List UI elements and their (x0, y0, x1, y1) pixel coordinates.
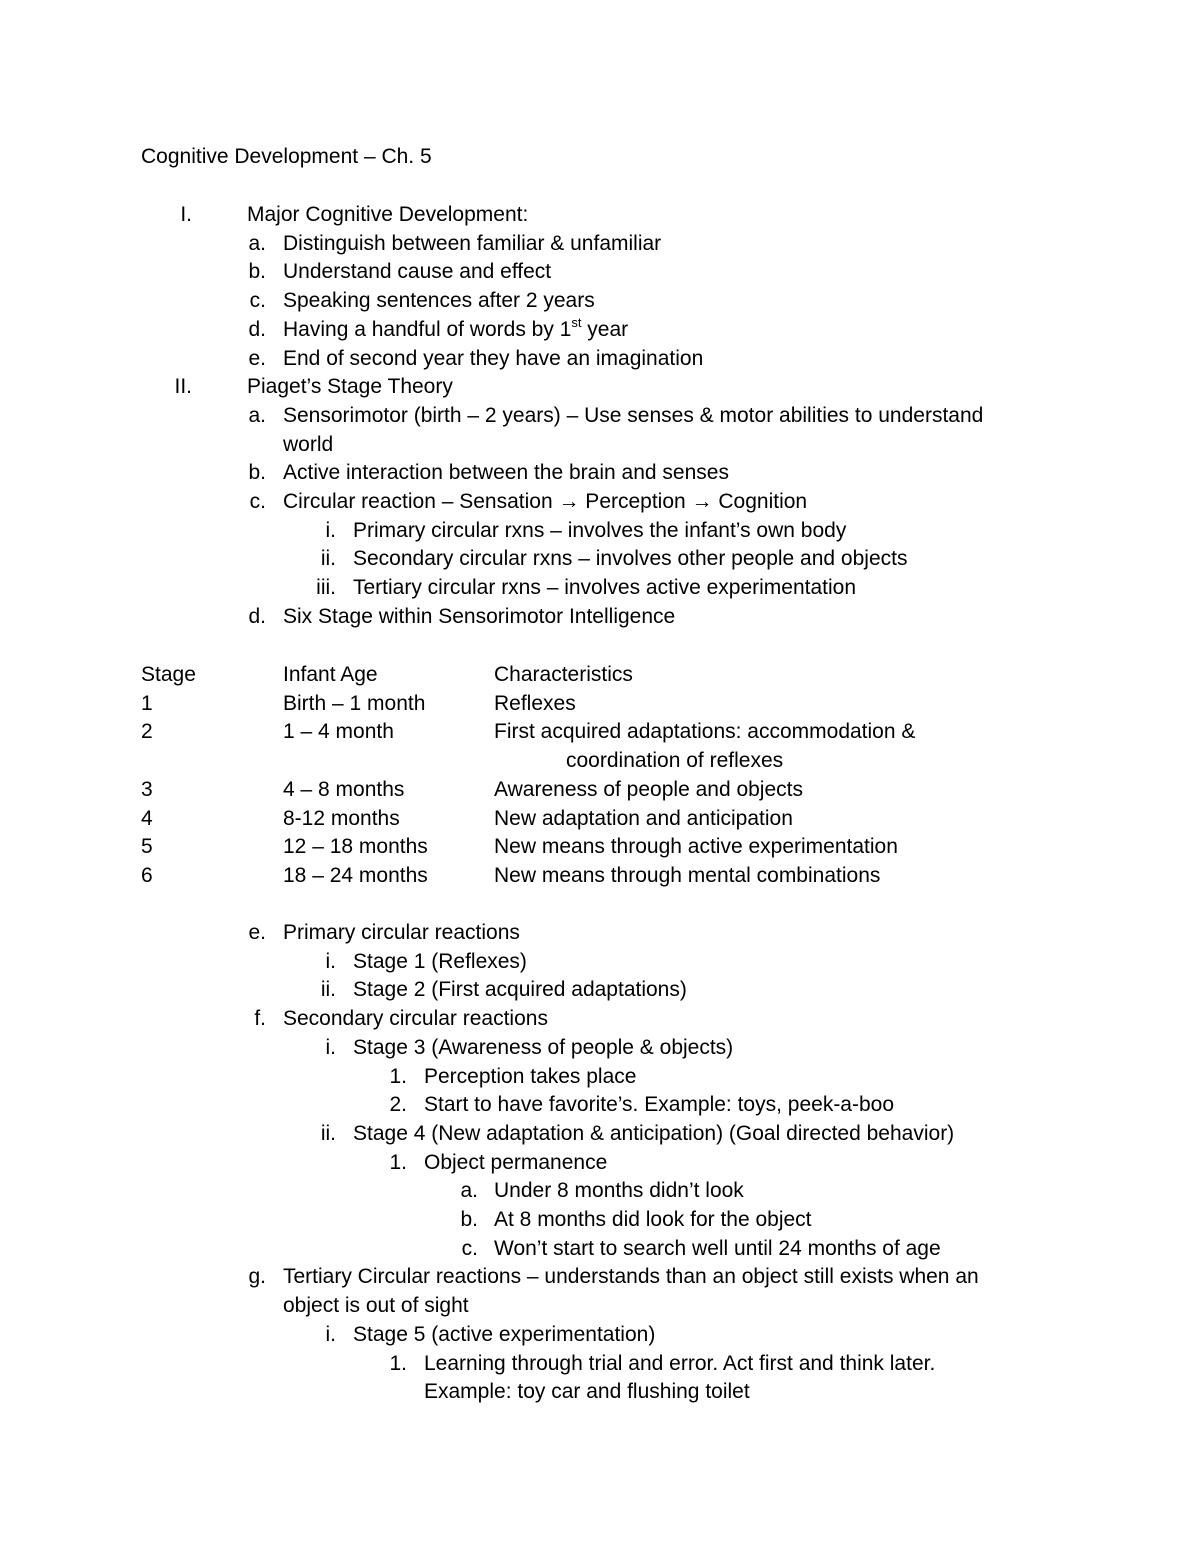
outline-item-text (353, 573, 856, 602)
outline-item-text (353, 544, 907, 573)
outline-item-text-main: Circular reaction – Sensation → Perception → Cognition (283, 490, 808, 513)
outline-item (0, 229, 1200, 258)
table-cell: 1 – 4 month (283, 720, 394, 744)
outline-item-label: ii. (320, 547, 336, 571)
outline-item (0, 458, 1200, 487)
outline-item-label: g. (248, 1265, 266, 1289)
outline-item (0, 344, 1200, 373)
outline-item-text (283, 315, 628, 344)
table-cell: 18 – 24 months (283, 863, 428, 887)
outline-item-text (494, 1234, 941, 1263)
outline-item (0, 200, 1200, 229)
outline-item-text (283, 1262, 979, 1291)
table-cell: 2 (141, 720, 153, 744)
outline-item (0, 1176, 1200, 1205)
outline-item-text (283, 458, 729, 487)
outline-item-text-main: Active interaction between the brain and senses (283, 461, 729, 485)
outline-item-text-main: Major Cognitive Development: (247, 203, 529, 226)
table-row (0, 832, 1200, 861)
outline-item-label: b. (460, 1208, 478, 1231)
table-cell: 4 – 8 months (283, 777, 405, 801)
outline-item-label: 2. (389, 1093, 407, 1117)
outline-item-text (283, 1291, 469, 1320)
outline-item-label: iii. (316, 576, 336, 600)
outline-item-label: II. (174, 375, 192, 399)
outline-item-label: 1. (389, 1064, 407, 1088)
outline-item-label: ii. (320, 978, 336, 1002)
title-text: Cognitive Development – Ch. 5 (141, 145, 432, 168)
document-title (0, 142, 1200, 171)
outline-item-text (494, 1205, 812, 1234)
outline-item-text (424, 1377, 750, 1406)
outline-item (0, 544, 1200, 573)
outline-item-text (424, 1148, 607, 1177)
outline-item (0, 1205, 1200, 1234)
table-cell: New means through mental combinations (494, 863, 881, 887)
outline-item (0, 1377, 1200, 1406)
table-cell: coordination of reflexes (566, 749, 784, 773)
outline-item-text-main: Stage 2 (First acquired adaptations) (353, 978, 687, 1002)
outline-item-label: 1. (389, 1351, 407, 1375)
outline-item-text-main: Object permanence (424, 1150, 608, 1174)
outline-item (0, 372, 1200, 401)
table-cell: Reflexes (494, 691, 576, 715)
table-cell: 5 (141, 835, 153, 859)
table-row (0, 861, 1200, 890)
outline-item-text (353, 1119, 954, 1148)
outline-item-text (247, 372, 453, 401)
outline-item-text (353, 975, 687, 1004)
outline-item-text (283, 430, 333, 459)
outline-item-text (283, 286, 595, 315)
outline-item-label: e. (248, 921, 266, 944)
outline-item-text-main: Tertiary circular rxns – involves active experimentation (353, 576, 857, 600)
outline-item (0, 947, 1200, 976)
outline-item-text-main: Won’t start to search well until 24 months of age (494, 1236, 941, 1260)
outline-item-text-main: Start to have favorite’s. Example: toys, peek-a-boo (424, 1093, 895, 1117)
table-row (0, 717, 1200, 746)
stage-table-header (0, 660, 1200, 689)
outline-item-text-after: year (581, 317, 629, 341)
outline-item-text-main: Learning through trial and error. Act first and think later. (424, 1351, 936, 1375)
outline-item-text (283, 1004, 548, 1033)
outline-item-label: i. (325, 1035, 336, 1059)
table-cell: 6 (141, 863, 153, 887)
table-cell: 3 (141, 777, 153, 801)
outline-item-text-main: Primary circular rxns – involves the infant’s own body (353, 518, 847, 542)
outline-item (0, 1262, 1200, 1291)
table-cell: 1 (141, 691, 153, 715)
outline-item (0, 1119, 1200, 1148)
outline-item-text (283, 602, 675, 631)
outline-item-label: I. (180, 203, 192, 226)
table-row (0, 804, 1200, 833)
outline-item-text (283, 257, 551, 286)
column-header: Stage (141, 663, 196, 686)
outline-item-text (283, 487, 807, 516)
outline-item-text-main: Stage 3 (Awareness of people & objects) (353, 1035, 734, 1059)
outline-item-text (283, 229, 661, 258)
table-cell: 12 – 18 months (283, 835, 428, 859)
table-cell: First acquired adaptations: accommodation & (494, 720, 916, 744)
outline-item-text-main: Stage 4 (New adaptation & anticipation) (Goal directed behavior) (353, 1121, 955, 1145)
outline-item-label: d. (248, 604, 266, 628)
outline-item (0, 573, 1200, 602)
outline-item (0, 602, 1200, 631)
outline-item (0, 1004, 1200, 1033)
outline-item-text (353, 1033, 733, 1062)
outline-item (0, 1234, 1200, 1263)
table-cell: New adaptation and anticipation (494, 806, 793, 830)
outline-item (0, 315, 1200, 344)
outline-item-text-main: At 8 months did look for the object (494, 1208, 812, 1231)
outline-item-text (494, 1176, 744, 1205)
table-row (0, 689, 1200, 718)
outline-item-label: i. (325, 1322, 336, 1346)
outline-item (0, 286, 1200, 315)
outline-item-label: a. (248, 403, 266, 427)
outline-item-label: b. (248, 260, 266, 284)
table-cell: 8-12 months (283, 806, 400, 830)
outline-item-text-main: Sensorimotor (birth – 2 years) – Use senses & motor abilities to understand (283, 403, 984, 427)
outline-item (0, 516, 1200, 545)
outline-item-label: a. (248, 231, 266, 255)
table-cell: Birth – 1 month (283, 691, 426, 715)
outline-item-label: 1. (389, 1150, 407, 1174)
outline-item-text (353, 516, 846, 545)
outline-item-text (424, 1349, 935, 1378)
outline-item-text-main: Speaking sentences after 2 years (283, 289, 595, 313)
table-row (0, 775, 1200, 804)
outline-item-label: b. (248, 461, 266, 485)
column-header: Characteristics (494, 663, 633, 686)
outline-item-text-main: Having a handful of words by 1 (283, 317, 572, 341)
outline-item (0, 1320, 1200, 1349)
outline-item (0, 487, 1200, 516)
outline-item-text-main: Piaget’s Stage Theory (247, 375, 453, 399)
outline-item (0, 975, 1200, 1004)
table-cell: Awareness of people and objects (494, 777, 803, 801)
outline-item-text (424, 1062, 636, 1091)
outline-item (0, 1090, 1200, 1119)
outline-item-text (353, 1320, 655, 1349)
outline-item-label: c. (461, 1236, 478, 1260)
outline-item-label: a. (460, 1179, 478, 1203)
outline-item-text-main: Six Stage within Sensorimotor Intelligence (283, 604, 676, 628)
outline-item (0, 1291, 1200, 1320)
outline-item-text-main: Stage 5 (active experimentation) (353, 1322, 656, 1346)
outline-item-text (283, 918, 520, 947)
outline-item-text-main: Tertiary Circular reactions – understands than an object still exists when an (283, 1265, 979, 1289)
outline-item-label: c. (249, 289, 266, 313)
outline-item-text (247, 200, 528, 229)
outline-item (0, 918, 1200, 947)
outline-item-label: ii. (320, 1121, 336, 1145)
outline-item-text-main: Primary circular reactions (283, 921, 520, 944)
outline-item-text (353, 947, 527, 976)
outline-item-text-main: Stage 1 (Reflexes) (353, 949, 527, 973)
outline-item (0, 1148, 1200, 1177)
outline-item (0, 430, 1200, 459)
column-header: Infant Age (283, 663, 378, 686)
outline-item-text (424, 1090, 894, 1119)
outline-item-label: i. (325, 518, 336, 542)
outline-item-label: e. (248, 346, 266, 370)
outline-item-label: f. (254, 1007, 266, 1031)
outline-item-label: d. (248, 317, 266, 341)
outline-item-text-main: object is out of sight (283, 1294, 469, 1318)
outline-item-text-main: Secondary circular rxns – involves other people and objects (353, 547, 908, 571)
outline-item-label: c. (249, 490, 266, 513)
outline-item-text-main: world (283, 432, 334, 456)
outline-item-text-main: End of second year they have an imagination (283, 346, 704, 370)
table-cell: New means through active experimentation (494, 835, 898, 859)
outline-item (0, 1062, 1200, 1091)
outline-item-text-main: Understand cause and effect (283, 260, 552, 284)
table-row (0, 746, 1200, 775)
outline-item-text-main: Under 8 months didn’t look (494, 1179, 744, 1203)
outline-item-text (283, 401, 983, 430)
outline-item-text (283, 344, 703, 373)
outline-item-text-main: Example: toy car and flushing toilet (424, 1380, 750, 1404)
outline-item (0, 401, 1200, 430)
outline-item (0, 1033, 1200, 1062)
outline-item-text-main: Secondary circular reactions (283, 1007, 548, 1031)
outline-item-text-main: Perception takes place (424, 1064, 637, 1088)
outline-item-text-main: Distinguish between familiar & unfamiliar (283, 231, 662, 255)
table-cell: 4 (141, 806, 153, 830)
outline-item (0, 1349, 1200, 1378)
outline-item-label: i. (325, 949, 336, 973)
outline-item (0, 257, 1200, 286)
superscript: st (571, 314, 582, 330)
